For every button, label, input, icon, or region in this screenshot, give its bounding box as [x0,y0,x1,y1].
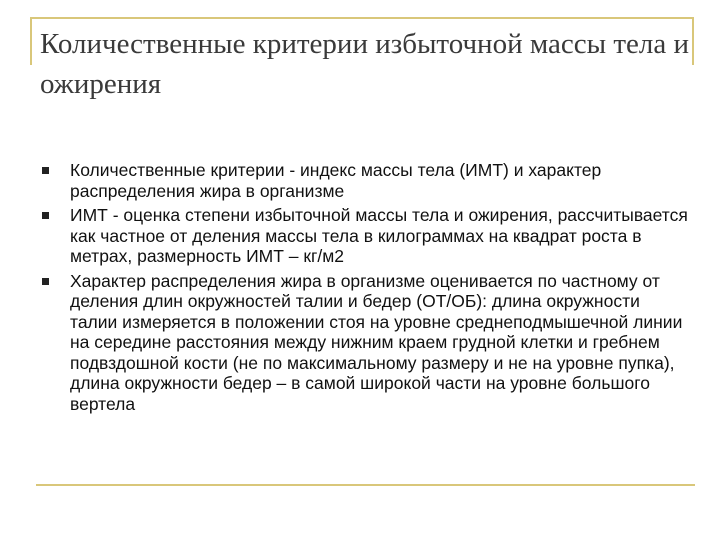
frame-line-left [30,17,32,65]
frame-line-top [30,17,694,19]
bullet-text: ИМТ - оценка степени избыточной массы тела и ожирения, рассчитывается как частное от деления массы тела в килограммах на квадрат роста в метрах, размерность ИМТ – кг/м2 [70,205,688,266]
frame-line-bottom [36,484,695,486]
bullet-item [40,271,690,415]
square-bullet-icon [42,212,49,219]
square-bullet-icon [42,167,49,174]
bullet-text: Характер распределения жира в организме оценивается по частному от деления длин окружностей талии и бедер (ОТ/ОБ): длина окружности талии измеряется в положении стоя на уровне среднеподмышечной линии на середине расстояния между нижним краем грудной клетки и гребнем подвздошной кости (не по максимальному размеру и не на уровне пупка), длина окружности бедер – в самой широкой части на уровне большого вертела [70,270,683,414]
bullet-item [40,205,690,267]
frame-line-right [692,17,694,65]
bullet-list [40,160,690,418]
bullet-text: Количественные критерии - индекс массы тела (ИМТ) и характер распределения жира в организме [70,160,602,201]
slide-title: Количественные критерии избыточной массы тела и ожирения [40,28,690,100]
square-bullet-icon [42,278,49,285]
bullet-item [40,160,690,201]
